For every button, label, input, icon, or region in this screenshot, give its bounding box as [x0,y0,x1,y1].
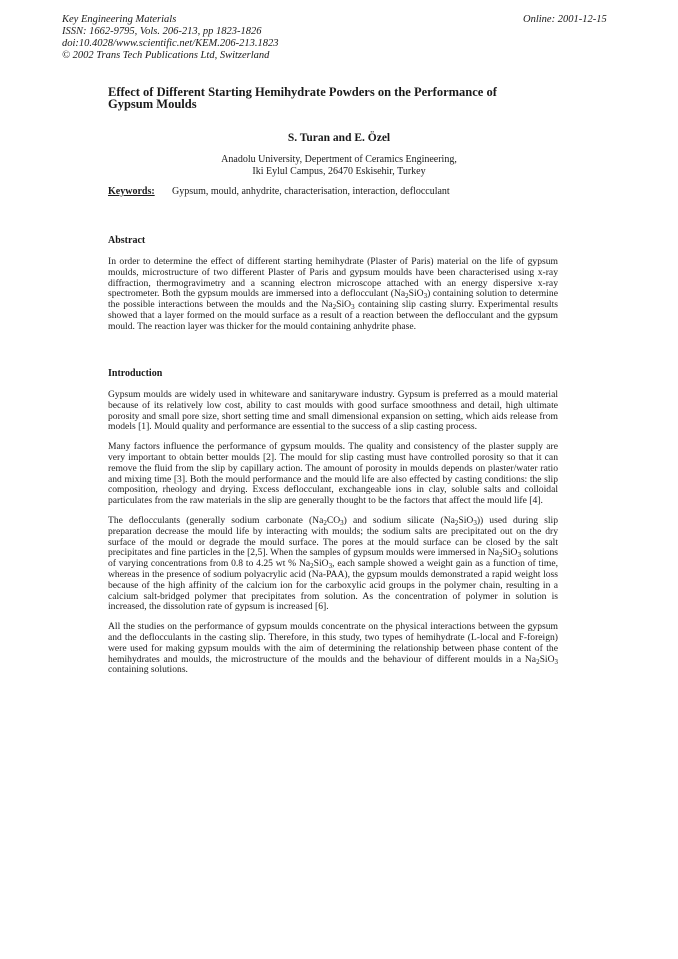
journal-copyright: © 2002 Trans Tech Publications Ltd, Switzerland [62,50,270,61]
keywords-label: Keywords: [108,186,155,197]
intro-paragraph: Many factors influence the performance of gypsum moulds. The quality and consistency of the plaster supply are very important to obtain better moulds [2]. The mould for slip casting must have controlled porosity so that it can remove the fluid from the slip by capillary action. The amount of porosity in moulds depends on plaster/water ratio and mixing time [3]. Both the mould performance and the mould life are also effected by casting conditions: the slip composition, rheology and drying. Excess deflocculant, exchangeable ions in clay, soluble salts and colloidal particulates from the raw materials in the slip are generally thought to be the factors that affect the mould life [4]. [108,441,558,507]
authors: S. Turan and E. Özel [287,132,391,144]
title-line-2: Gypsum Moulds [108,97,197,111]
journal-name: Key Engineering Materials [62,14,177,25]
journal-issn: ISSN: 1662-9795, Vols. 206-213, pp 1823-1826 [62,26,262,37]
keywords-row [108,186,450,197]
introduction-section [108,368,558,685]
intro-paragraph: The deflocculants (generally sodium carbonate $(Na_2CO_3)$ and sodium silicate $(Na_2SiO_3)$) used during slip preparation decrease the mould life by interacting with moulds; the sodium salts are precipitated out on the dry surface of the mould or degrade the mould surface. The pores at the mould surface can be closed by the salt precipitates and fine particles in the [2,5]. When the samples of gypsum moulds were immersed in $Na_2SiO_3$ solutions of varying concentrations from 0.8 to 4.25 wt % $Na_2SiO_3$, each sample showed a weight gain as a function of time, whereas in the presence of sodium polyacrylic acid (Na-PAA), the gypsum moulds demonstrated a rapid weight loss because of the high affinity of the calcium ion for the carboxylic acid groups in the polymer chain, resulting in a calcium salt-bridged polymer that precipitates from solution. As the concentration of polymer in solution is increased, the dissolution rate of gypsum is increased [6]. [108,514,558,613]
intro-paragraph: All the studies on the performance of gypsum moulds concentrate on the physical interactions between the gypsum and the deflocculants in the casting slip. Therefore, in this study, two types of hemihydrate (L-local and F-foreign) were used for making gypsum moulds with the aim of determining the relationship between phase content of the hemihydrates and moulds, the microstructure of the moulds and the behaviour of different moulds in a $Na_2SiO_3$ containing solutions. [108,621,558,676]
intro-paragraph: Gypsum moulds are widely used in whiteware and sanitaryware industry. Gypsum is preferred as a mould material because of its relatively low cost, ability to cast moulds with good surface smoothness and detail, high ultimate porosity and small pore size, short setting time and small dimensional expansion on setting, which aids release from models [1]. Mould quality and performance are essential to the success of a slip casting process. [108,389,558,433]
affiliation-line-1: Anadolu University, Depertment of Ceramics Engineering, [221,154,457,165]
abstract-heading: Abstract [108,235,146,246]
online-date: Online: 2001-12-15 [523,14,607,25]
affiliation-line-2: Iki Eylul Campus, 26470 Eskisehir, Turkey [252,166,426,177]
paper-title [108,86,548,110]
abstract-section [108,235,558,342]
affiliation [0,154,678,178]
title-line-1: Effect of Different Starting Hemihydrate Powders on the Performance of [108,85,497,99]
journal-header [62,14,279,62]
keywords-list: Gypsum, mould, anhydrite, characterisation, interaction, deflocculant [172,186,450,197]
introduction-heading: Introduction [108,368,163,379]
abstract-text: In order to determine the effect of different starting hemihydrate (Plaster of Paris) material on the life of gypsum moulds, microstructure of two different Plaster of Paris and gypsum moulds have been characterised using x-ray diffraction, thermogravimetry and a scanning electron microscope attached with an energy dispersive x-ray spectrometer. Both the gypsum moulds are immersed into a deflocculant $(Na_2SiO_3)$ containing solution to determine the possible interactions between the moulds and the $Na_2SiO_3$ containing slip casting slurry. Experimental results showed that a layer formed on the mould surface as a result of a reaction between the deflocculant and the gypsum mould. The reaction layer was thicker for the mould containing anhydrite phase. [108,256,558,332]
journal-doi[interactable]: doi:10.4028/www.scientific.net/KEM.206-213.1823 [62,38,279,49]
